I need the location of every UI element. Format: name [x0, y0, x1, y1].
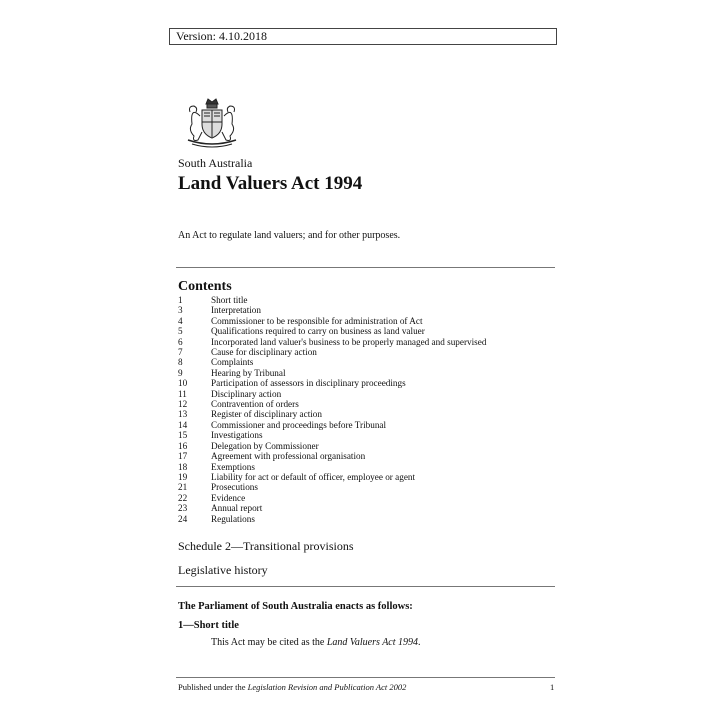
toc-item[interactable]: [178, 316, 486, 326]
toc-item[interactable]: [178, 451, 486, 461]
toc-item-number: 24: [178, 513, 188, 524]
toc-item-title: Investigations: [211, 430, 263, 441]
toc-item-title: Qualifications required to carry on business as land valuer: [211, 326, 425, 337]
footer-divider: [176, 677, 555, 678]
section-body-punct: .: [418, 637, 421, 648]
toc-item-number: 5: [178, 326, 183, 337]
toc-item-title: Disciplinary action: [211, 388, 282, 399]
toc-item[interactable]: [178, 420, 486, 430]
enacting-formula: The Parliament of South Australia enacts as follows:: [178, 601, 413, 612]
toc-item-title: Complaints: [211, 357, 254, 368]
toc-item[interactable]: [178, 326, 486, 336]
toc-item-number: 8: [178, 357, 183, 368]
footer-act-name: Legislation Revision and Publication Act 2002: [247, 682, 407, 692]
version-box: [169, 28, 557, 45]
toc-item-number: 22: [178, 492, 188, 503]
toc-item-title: Annual report: [211, 503, 263, 514]
toc-item-title: Commissioner to be responsible for administration of Act: [211, 315, 423, 326]
toc-item[interactable]: [178, 295, 486, 305]
toc-item[interactable]: [178, 482, 486, 492]
long-title: An Act to regulate land valuers; and for other purposes.: [178, 230, 401, 241]
toc-item-number: 16: [178, 440, 188, 451]
toc-item-title: Incorporated land valuer's business to be properly managed and supervised: [211, 336, 487, 347]
toc-item-title: Interpretation: [211, 305, 261, 316]
toc-item[interactable]: [178, 462, 486, 472]
toc-item-number: 7: [178, 347, 183, 358]
toc-item[interactable]: [178, 514, 486, 524]
section-body: [211, 637, 421, 648]
footer-text: [178, 682, 406, 692]
toc-item-number: 11: [178, 388, 187, 399]
toc-item-title: Commissioner and proceedings before Tribunal: [211, 419, 387, 430]
toc-item[interactable]: [178, 305, 486, 315]
page-number: 1: [550, 682, 555, 692]
act-title: Land Valuers Act 1994: [178, 173, 363, 194]
toc-item-number: 9: [178, 367, 183, 378]
toc-item-title: Exemptions: [211, 461, 255, 472]
toc-item-number: 23: [178, 503, 188, 514]
toc-item-title: Hearing by Tribunal: [211, 367, 286, 378]
toc-item-title: Regulations: [211, 513, 255, 524]
toc-item[interactable]: [178, 503, 486, 513]
cited-act-name: Land Valuers Act 1994: [326, 637, 419, 648]
section-heading: 1—Short title: [178, 620, 239, 631]
toc-item[interactable]: [178, 357, 486, 367]
toc-item-number: 6: [178, 336, 183, 347]
toc-item[interactable]: [178, 347, 486, 357]
contents-list: [178, 295, 486, 524]
toc-item-title: Cause for disciplinary action: [211, 347, 317, 358]
contents-heading: Contents: [178, 279, 232, 294]
toc-item[interactable]: [178, 493, 486, 503]
toc-item-title: Register of disciplinary action: [211, 409, 322, 420]
toc-item-number: 17: [178, 451, 188, 462]
divider: [176, 586, 555, 587]
toc-schedule-link[interactable]: Schedule 2—Transitional provisions: [178, 539, 354, 553]
jurisdiction: South Australia: [178, 156, 253, 170]
toc-item-title: Short title: [211, 295, 248, 305]
toc-item-number: 4: [178, 315, 183, 326]
toc-item[interactable]: [178, 337, 486, 347]
footer-prefix: Published under the: [178, 682, 248, 692]
toc-item-number: 13: [178, 409, 188, 420]
section-body-text: This Act may be cited as the: [211, 637, 327, 648]
toc-item-title: Agreement with professional organisation: [211, 451, 366, 462]
toc-item-title: Contravention of orders: [211, 399, 299, 410]
divider: [176, 267, 555, 268]
toc-item[interactable]: [178, 409, 486, 419]
toc-item[interactable]: [178, 378, 486, 388]
toc-item-number: 12: [178, 399, 188, 410]
toc-item-number: 10: [178, 378, 188, 389]
toc-item-number: 1: [178, 295, 183, 305]
toc-item-number: 14: [178, 419, 188, 430]
toc-item[interactable]: [178, 389, 486, 399]
version-label: Version: 4.10.2018: [176, 29, 267, 43]
toc-item-number: 15: [178, 430, 188, 441]
toc-item-title: Evidence: [211, 492, 246, 503]
toc-item[interactable]: [178, 368, 486, 378]
toc-item-number: 19: [178, 471, 188, 482]
toc-item-title: Participation of assessors in disciplinary proceedings: [211, 378, 406, 389]
toc-item-number: 18: [178, 461, 188, 472]
royal-coat-of-arms-icon: [178, 94, 246, 150]
toc-item[interactable]: [178, 430, 486, 440]
toc-item-number: 3: [178, 305, 183, 316]
toc-item-title: Delegation by Commissioner: [211, 440, 319, 451]
toc-item[interactable]: [178, 399, 486, 409]
toc-history-link[interactable]: Legislative history: [178, 563, 268, 577]
toc-item-number: 21: [178, 482, 188, 493]
toc-item[interactable]: [178, 441, 486, 451]
toc-item-title: Liability for act or default of officer, employee or agent: [211, 471, 416, 482]
toc-item-title: Prosecutions: [211, 482, 258, 493]
toc-item[interactable]: [178, 472, 486, 482]
